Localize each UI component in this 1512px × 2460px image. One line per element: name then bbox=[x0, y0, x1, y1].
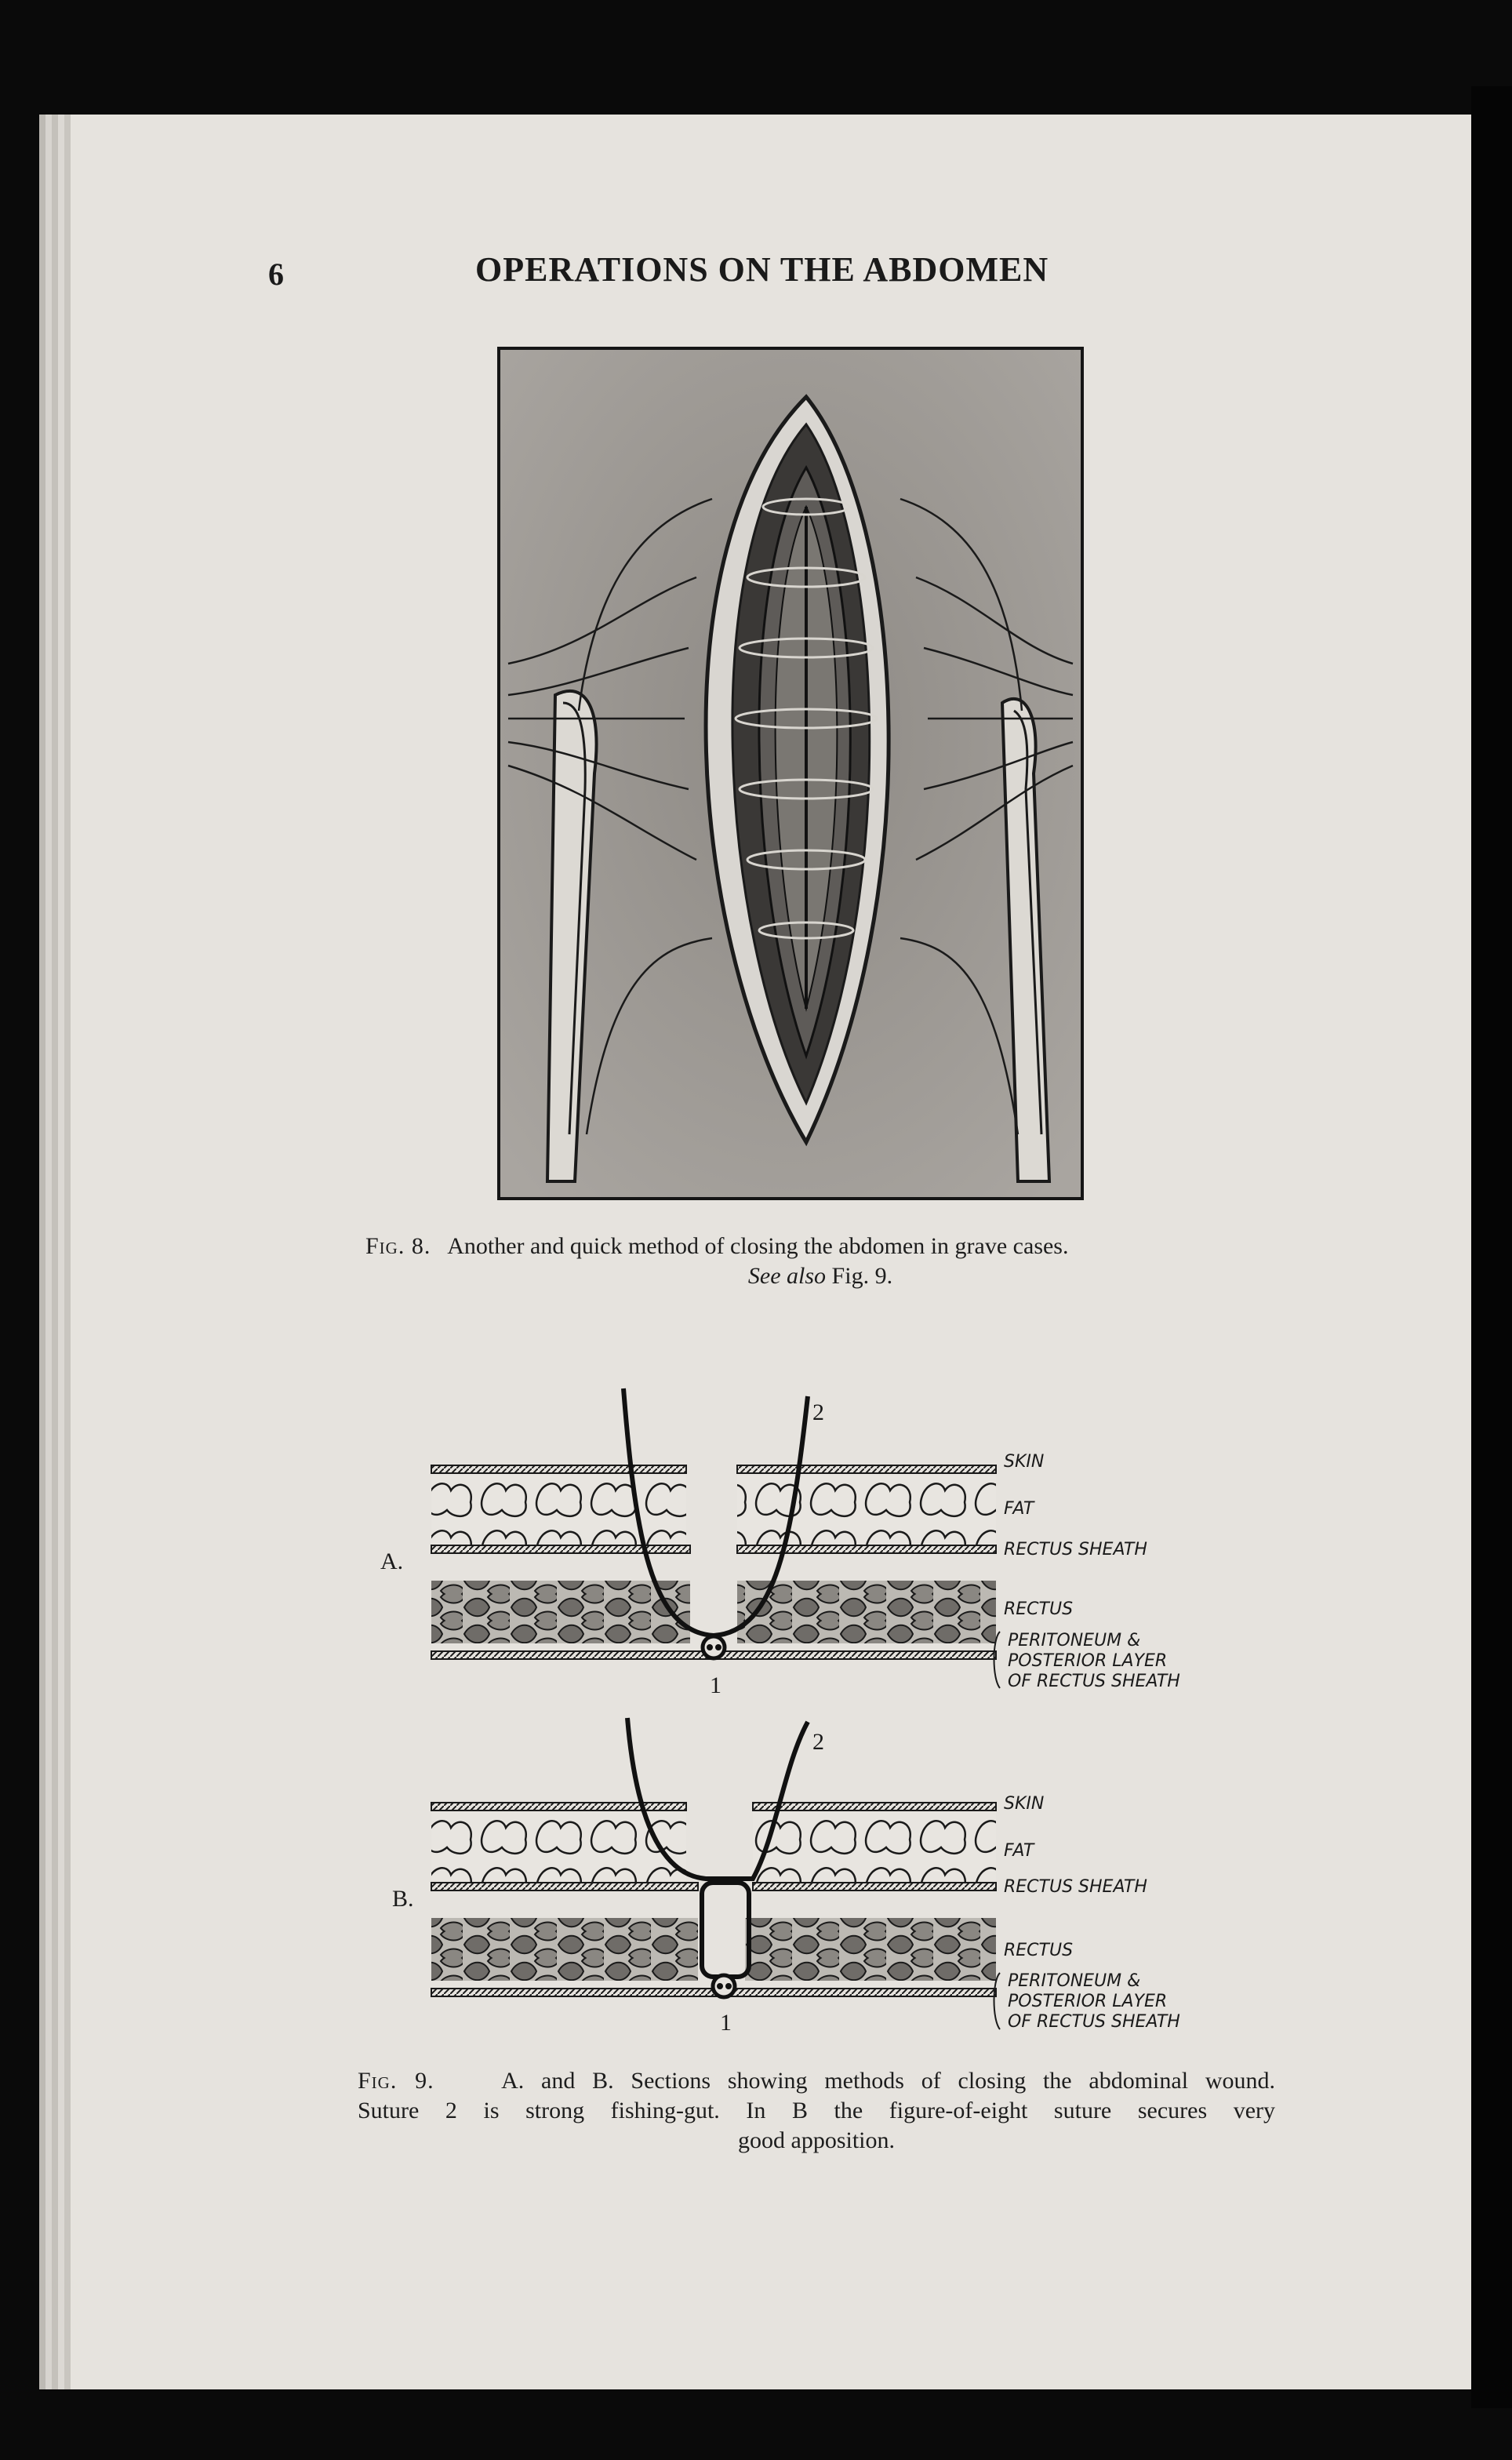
panel-b-rectus: RECTUS bbox=[1004, 1941, 1074, 1960]
figure-8-see-also: See also bbox=[747, 1263, 827, 1289]
panel-b-peritoneum-2: POSTERIOR LAYER bbox=[1008, 1992, 1168, 2011]
figure-8-text: Another and quick method of closing the abdomen in grave cases. bbox=[447, 1233, 1069, 1259]
figure-9-line-1: A. and B. Sections showing methods of closing the abdominal wound. bbox=[501, 2068, 1275, 2094]
panel-a-peritoneum-2: POSTERIOR LAYER bbox=[1008, 1651, 1168, 1671]
panel-a-suture-2: 2 bbox=[812, 1399, 824, 1425]
panel-b-rectus-sheath: RECTUS SHEATH bbox=[1004, 1877, 1147, 1897]
surgical-incision-illustration bbox=[500, 350, 1081, 1197]
panel-b-skin: SKIN bbox=[1004, 1794, 1045, 1814]
panel-a-fat: FAT bbox=[1004, 1499, 1034, 1519]
panel-a-peritoneum-1: PERITONEUM & bbox=[1008, 1631, 1141, 1650]
abdominal-wall-sections bbox=[369, 1381, 1263, 2071]
panel-b-label: B. bbox=[392, 1886, 414, 1912]
figure-9-label: Fig. 9. bbox=[358, 2068, 434, 2094]
panel-b-peritoneum-1: PERITONEUM & bbox=[1008, 1971, 1141, 1991]
panel-a-peritoneum-3: OF RECTUS SHEATH bbox=[1008, 1672, 1180, 1691]
figure-8-caption bbox=[365, 1232, 1244, 1291]
panel-a-rectus: RECTUS bbox=[1004, 1599, 1074, 1619]
panel-b bbox=[392, 1718, 1180, 2036]
panel-b-fat: FAT bbox=[1004, 1841, 1034, 1861]
figure-9-diagram bbox=[369, 1381, 1263, 2071]
figure-8-label: Fig. 8. bbox=[365, 1233, 431, 1259]
figure-9-line-2: Suture 2 is strong fishing-gut. In B the figure-of-eight suture secures very bbox=[358, 2098, 1275, 2123]
figure-8-ref: Fig. 9. bbox=[831, 1263, 893, 1289]
panel-b-suture-2: 2 bbox=[812, 1729, 824, 1755]
panel-a-rectus-sheath: RECTUS SHEATH bbox=[1004, 1540, 1147, 1559]
panel-b-suture-1: 1 bbox=[720, 2010, 732, 2036]
figure-9-caption bbox=[358, 2066, 1275, 2156]
panel-a bbox=[380, 1388, 1180, 1698]
figure-9-line-3: good apposition. bbox=[738, 2127, 895, 2153]
panel-b-peritoneum-3: OF RECTUS SHEATH bbox=[1008, 2012, 1180, 2032]
figure-8-illustration bbox=[497, 347, 1084, 1200]
panel-a-suture-1: 1 bbox=[710, 1672, 721, 1698]
panel-a-label: A. bbox=[380, 1548, 404, 1574]
scan-border bbox=[1471, 86, 1512, 2408]
panel-a-skin: SKIN bbox=[1004, 1452, 1045, 1472]
page-header bbox=[0, 249, 1512, 297]
page-number: 6 bbox=[268, 257, 284, 292]
running-head: OPERATIONS ON THE ABDOMEN bbox=[475, 250, 1049, 289]
